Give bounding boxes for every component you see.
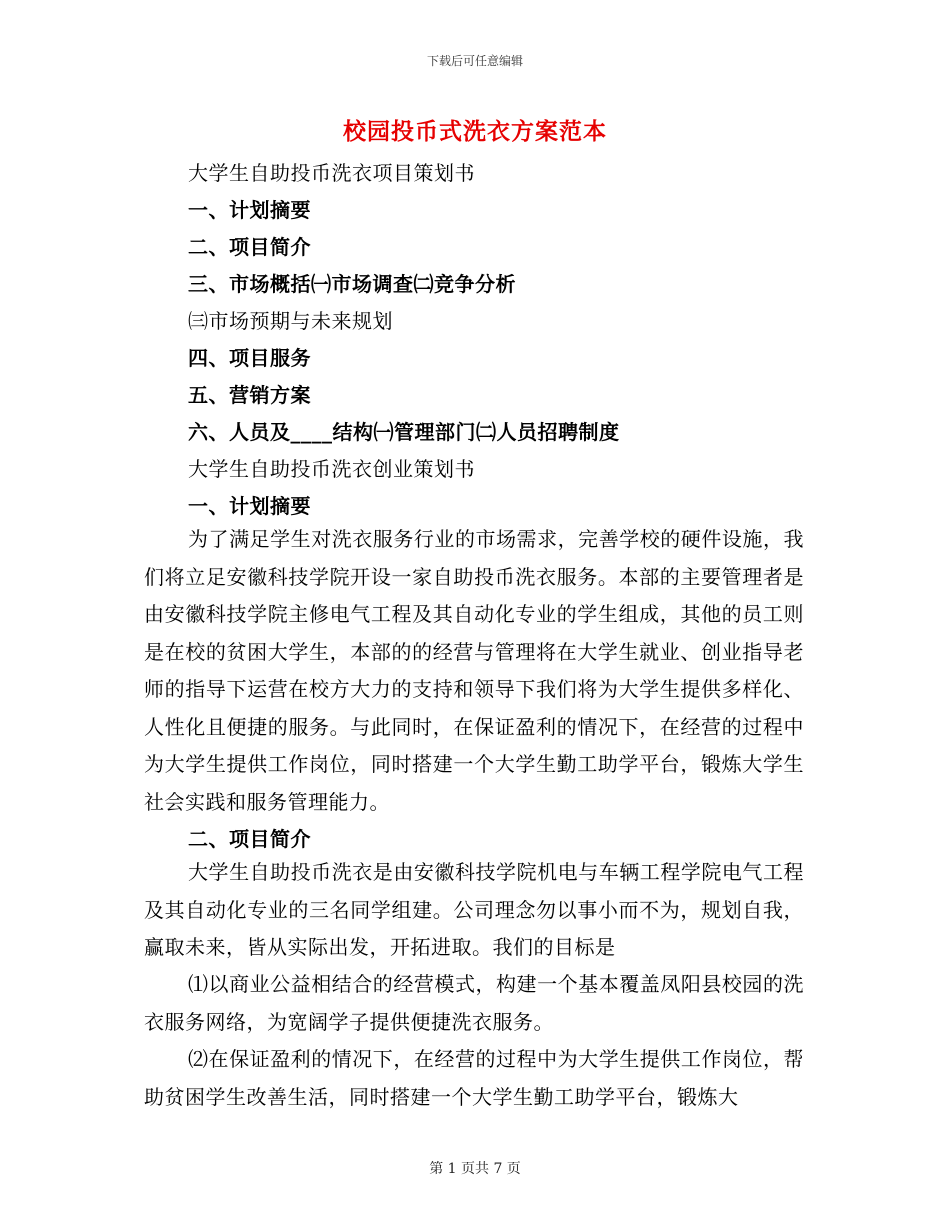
paragraph-summary: 为了满足学生对洗衣服务行业的市场需求，完善学校的硬件设施，我们将立足安徽科技学院开设一家自助投币洗衣服务。本部的主要管理者是由安徽科技学院主修电气工程及其自动化专业的学生组成，其他的员工则是在校的贫困大学生，本部的的经营与管理将在大学生就业、创业指导老师的指导下运营在校方大力的支持和领导下我们将为大学生提供多样化、人性化且便捷的服务。与此同时，在保证盈利的情况下，在经营的过程中为大学生提供工作岗位，同时搭建一个大学生勤工助学平台，锻炼大学生社会实践和服务管理能力。	[144, 527, 804, 814]
outline-subtitle: 大学生自助投币洗衣项目策划书	[188, 161, 475, 185]
section-subtitle: 大学生自助投币洗衣创业策划书	[188, 457, 475, 481]
document-title: 校园投币式洗衣方案范本	[343, 118, 607, 145]
paragraph-goal-2: ⑵在保证盈利的情况下，在经营的过程中为大学生提供工作岗位，帮助贫困学生改善生活，同时搭建一个大学生勤工助学平台，锻炼大	[144, 1047, 804, 1109]
outline-item-3: 三、市场概括㈠市场调查㈡竞争分析	[188, 272, 516, 296]
section-heading-1: 一、计划摘要	[188, 494, 311, 518]
outline-item-6: 六、人员及____结构㈠管理部门㈡人员招聘制度	[188, 420, 620, 444]
outline-item-4: 四、项目服务	[188, 346, 311, 370]
outline-item-3-continued: ㈢市场预期与未来规划	[188, 309, 393, 333]
outline-item-1: 一、计划摘要	[188, 198, 311, 222]
outline-item-5: 五、营销方案	[188, 383, 311, 407]
outline-item-2: 二、项目简介	[188, 235, 311, 259]
paragraph-intro: 大学生自助投币洗衣是由安徽科技学院机电与车辆工程学院电气工程及其自动化专业的三名同学组建。公司理念勿以事小而不为，规划自我，赢取未来，皆从实际出发，开拓进取。我们的目标是	[144, 860, 804, 959]
page-footer: 第 1 页共 7 页	[429, 1161, 521, 1177]
paragraph-goal-1: ⑴以商业公益相结合的经营模式，构建一个基本覆盖凤阳县校园的洗衣服务网络，为宽阔学子提供便捷洗衣服务。	[144, 972, 804, 1034]
section-heading-2: 二、项目简介	[188, 827, 311, 851]
page-header: 下载后可任意编辑	[426, 54, 523, 68]
